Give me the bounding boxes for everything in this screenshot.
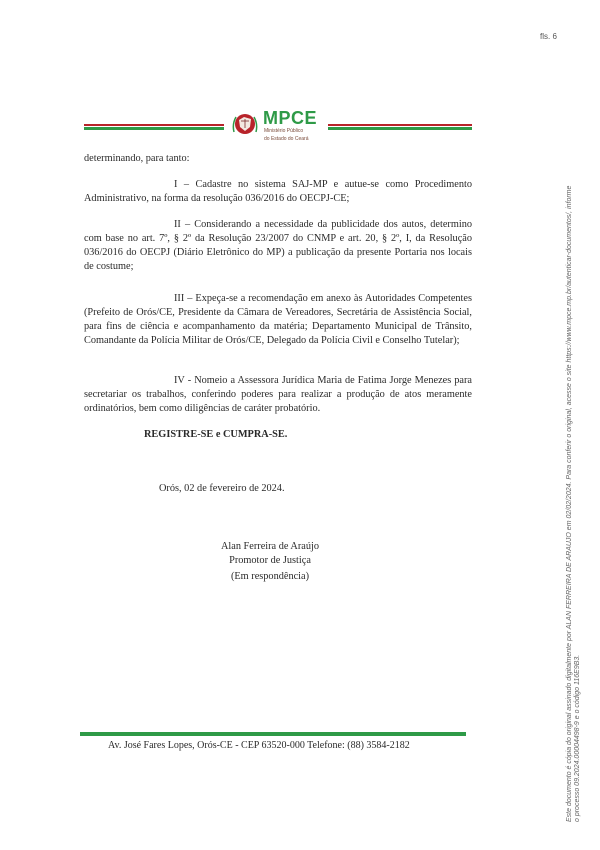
authentication-note-line-2: o processo 09.2024.00004498-9 e o código 116E9B3. [574, 654, 581, 822]
signer-note: (Em respondência) [230, 571, 310, 582]
letterhead [84, 108, 472, 158]
item-1: I – Cadastre no sistema SAJ-MP e autue-se como Procedimento Administrativo, na forma da resolução 036/2016 do OECPJ-CE; [84, 179, 472, 204]
place-date: Orós, 02 de fevereiro de 2024. [159, 483, 285, 494]
footer [80, 732, 466, 751]
logo-subtitle-1: Ministério Público [264, 128, 304, 134]
signer-name: Alan Ferreira de Araújo [220, 541, 320, 552]
mpce-logo [230, 108, 326, 154]
authentication-note-line-1: Este documento é cópia do original assinado digitalmente por ALAN FERREIRA DE ARAUJO em 02/02/2024. Para conferir o original, acesse o site https://www.mpce.mp.br/autenticar-documentos/, informe [566, 185, 573, 822]
footer-address: Av. José Fares Lopes, Orós-CE - CEP 63520-000 Telefone: (88) 3584-2182 [108, 740, 410, 751]
signature-block [200, 540, 340, 584]
footer-rule [80, 732, 466, 736]
page-number: fls. 6 [540, 32, 557, 41]
item-3: III – Expeça-se a recomendação em anexo às Autoridades Competentes (Prefeito de Orós/CE, Presidente da Câmara de Vereadores, Secretária de Assistência Social, para fins de ciência e acompanhamento da matéria; Departamento Municipal de Trânsito, Comandante da Polícia Militar de Orós/CE, Delegado da Polícia Civil e Conselho Tutelar); [84, 293, 472, 346]
logo-title: MPCE [263, 108, 318, 128]
intro-text: determinando, para tanto: [84, 153, 190, 164]
item-4: IV - Nomeio a Assessora Jurídica Maria de Fatima Jorge Menezes para secretariar os trabalhos, conferindo poderes para realizar a produção de atos meramente ordinatórios, bem como diligências de caráter probatório. [84, 375, 472, 414]
header-rule-right [328, 124, 472, 129]
authentication-note [566, 52, 582, 822]
closing-statement: REGISTRE-SE e CUMPRA-SE. [144, 429, 288, 440]
header-rule-left [84, 124, 224, 129]
item-2: II – Considerando a necessidade da publicidade dos autos, determino com base no art. 7º, § 2º da Resolução 23/2007 do CNMP e art. 20, § 2º, I, da Resolução 036/2016 do OECPJ (Diário Eletrônico do MP) a publicação da presente Portaria nos locais de costume; [84, 219, 472, 272]
logo-subtitle-2: do Estado do Ceará [264, 136, 309, 142]
emblem-icon [230, 110, 260, 140]
signer-title: Promotor de Justiça [229, 555, 311, 566]
